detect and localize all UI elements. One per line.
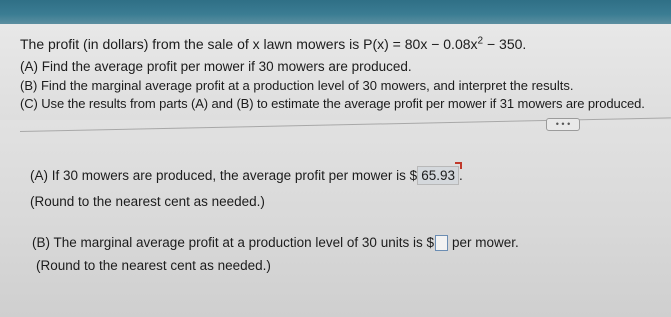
part-b-answer-suffix: per mower. <box>451 235 519 250</box>
problem-intro <box>20 36 526 52</box>
part-a-rounding-note: (Round to the nearest cent as needed.) <box>30 194 265 209</box>
part-b-answer-input[interactable] <box>435 235 448 251</box>
part-a-answer-field[interactable]: 65.93 <box>417 166 459 185</box>
part-b-answer-prefix: (B) The marginal average profit at a production level of 30 units is $ <box>32 235 434 250</box>
answer-area <box>0 135 671 317</box>
formula-rhs: − 350. <box>483 36 527 52</box>
part-b-answer-row <box>32 235 519 251</box>
part-a-answer-suffix: . <box>458 168 463 183</box>
part-a-answer-prefix: (A) If 30 mowers are produced, the average profit per mower is $ <box>30 168 418 183</box>
top-header-bar <box>0 0 671 24</box>
part-c-question: (C) Use the results from parts (A) and (B) to estimate the average profit per mower if 31 mowers are produced. <box>20 96 645 111</box>
problem-intro-text: The profit (in dollars) from the sale of x lawn mowers is <box>20 36 360 52</box>
part-b-question: (B) Find the marginal average profit at a production level of 30 mowers, and interpret the results. <box>20 78 574 93</box>
part-b-rounding-note: (Round to the nearest cent as needed.) <box>36 258 271 273</box>
part-a-answer-row <box>30 166 463 185</box>
profit-formula <box>363 36 526 52</box>
more-options-button[interactable]: • • • <box>546 118 580 131</box>
formula-lhs: P(x) = 80x − 0.08x <box>363 36 478 52</box>
formula-exponent: 2 <box>477 35 484 47</box>
part-a-question: (A) Find the average profit per mower if 30 mowers are produced. <box>20 59 412 74</box>
